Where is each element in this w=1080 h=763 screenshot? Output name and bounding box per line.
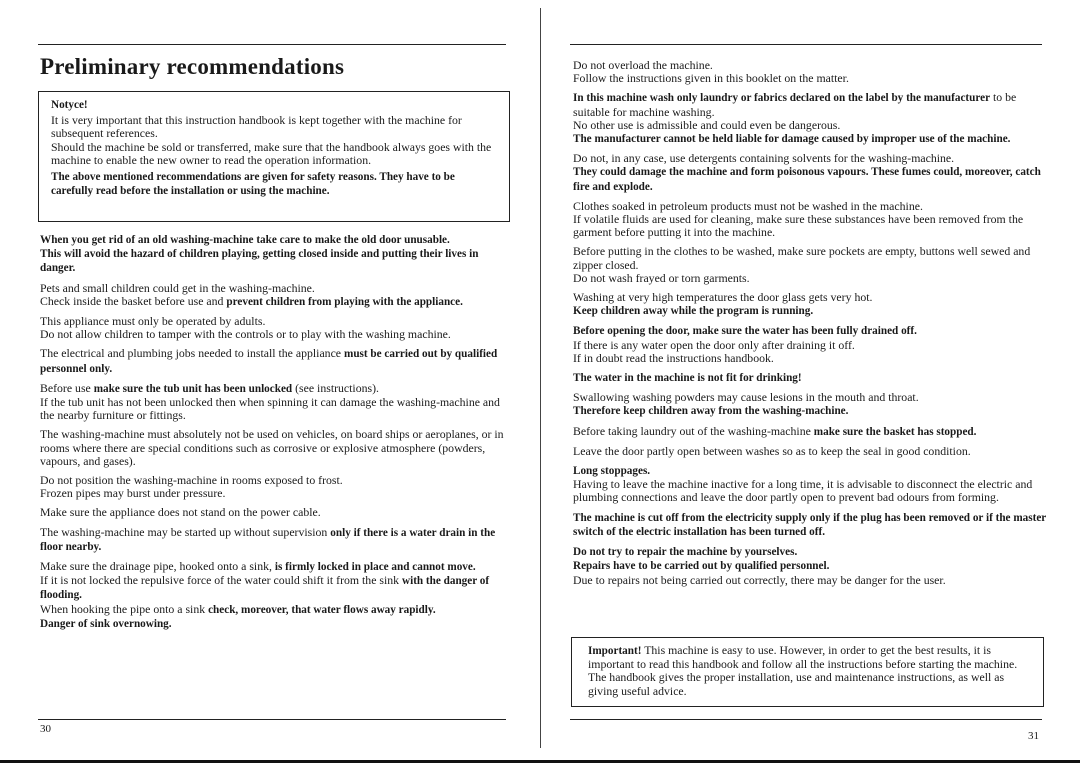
para-vehicles: The washing-machine must absolutely not be used on vehicles, on board ships or aeroplanes, or in rooms where there are special conditions such as corrosive or explosive atmosphere (powders, vapours, and gases). <box>40 427 504 468</box>
para-hot-glass: Washing at very high temperatures the door glass gets very hot. Keep children away while the program is running. <box>573 290 873 318</box>
para-adults: This appliance must only be operated by adults. Do not allow children to tamper with the controls or to play with the washing machine. <box>40 314 451 342</box>
para-water-drinking: The water in the machine is not fit for drinking! <box>573 372 802 385</box>
para-fabrics: In this machine wash only laundry or fabrics declared on the label by the manufacturer to be suitable for machine washing. No other use is admissible and could even be dangerous. The manufacturer cannot be held liable for damage caused by improper use of the machine. <box>573 90 1017 146</box>
para-door-seal: Leave the door partly open between washes so as to keep the seal in good condition. <box>573 443 971 458</box>
para-door-opening: Before opening the door, make sure the water has been fully drained off. If there is any water open the door only after draining it off. If in doubt read the instructions handbook. <box>573 325 917 365</box>
para-solvents: Do not, in any case, use detergents containing solvents for the washing-machine. They could damage the machine and form poisonous vapours. These fumes could, moreover, catch fire and explode. <box>573 151 1041 193</box>
footer-rule <box>38 719 506 720</box>
notice-heading: Notyce! <box>51 99 88 111</box>
para-disposal: When you get rid of an old washing-machine take care to make the old door unusable. This will avoid the hazard of children playing, getting closed inside and putting their lives in danger. <box>40 234 479 275</box>
notice-text-2: Should the machine be sold or transferred, make sure that the handbook always goes with the machine to enable the new owner to read the operation information. <box>51 139 492 167</box>
para-supervision: The washing-machine may be started up without supervision only if there is a water drain in the floor nearby. <box>40 524 496 553</box>
important-box <box>571 637 1044 707</box>
footer-rule <box>570 719 1042 720</box>
important-text: Important! This machine is easy to use. However, in order to get the best results, it is important to read this handbook and follow all the instructions before starting the machine. The handbook gives the proper installation, use and maintenance instructions, as well as giving useful advice. <box>588 643 1018 698</box>
page-title: Preliminary recommendations <box>40 54 345 79</box>
notice-text-3: The above mentioned recommendations are given for safety reasons. They have to be carefully read before the installation or using the machine. <box>51 171 455 198</box>
right-column <box>573 59 1047 593</box>
para-installation: The electrical and plumbing jobs needed to install the appliance must be carried out by qualified personnel only. <box>40 346 498 375</box>
para-tub-unlock: Before use make sure the tub unit has been unlocked (see instructions). If the tub unit has not been unlocked then when spinning it can damage the washing-machine and the nearby furniture or fittings. <box>40 380 500 423</box>
para-frost: Do not position the washing-machine in rooms exposed to frost. Frozen pipes may burst under pressure. <box>40 473 343 501</box>
notice-box <box>38 91 510 222</box>
para-basket: Before taking laundry out of the washing-machine make sure the basket has stopped. <box>573 423 977 438</box>
header-rule <box>38 44 506 45</box>
para-pockets: Before putting in the clothes to be washed, make sure pockets are empty, buttons well sewed and zipper closed. Do not wash frayed or torn garments. <box>573 244 1031 285</box>
notice-text-1: It is very important that this instruction handbook is kept together with the machine for subsequent references. <box>51 113 462 141</box>
para-pets: Pets and small children could get in the washing-machine. Check inside the basket before use and prevent children from playing with the appliance. <box>40 280 463 308</box>
para-drainage: Make sure the drainage pipe, hooked onto a sink, is firmly locked in place and cannot move. If it is not locked the repulsive force of the water could shift it from the sink with the danger of flooding. When hooking the pipe onto a sink check, moreover, that water flows away rapidly. Danger of sink overnowing. <box>40 559 490 630</box>
para-electricity: The machine is cut off from the electricity supply only if the plug has been removed or if the master switch of the electric installation has been turned off. <box>573 511 1047 538</box>
right-page <box>540 0 1080 763</box>
left-column <box>40 233 508 637</box>
para-long-stoppages: Long stoppages. Having to leave the machine inactive for a long time, it is advisable to disconnect the electric and plumbing connections and leave the door partly open to prevent bad odours from forming. <box>573 465 1033 505</box>
para-repairs: Do not try to repair the machine by yourselves. Repairs have to be carried out by qualified personnel. Due to repairs not being carried out correctly, there may be danger for the user. <box>573 546 946 587</box>
page-number: 31 <box>1028 730 1039 742</box>
header-rule <box>570 44 1042 45</box>
para-powders: Swallowing washing powders may cause lesions in the mouth and throat. Therefore keep children away from the washing-machine. <box>573 390 919 418</box>
para-petroleum: Clothes soaked in petroleum products must not be washed in the machine. If volatile fluids are used for cleaning, make sure these substances have been removed from the garment before putting it into the machine. <box>573 198 1024 240</box>
para-overload: Do not overload the machine. Follow the instructions given in this booklet on the matter. <box>573 58 849 86</box>
page-number: 30 <box>40 723 51 735</box>
para-power-cable: Make sure the appliance does not stand on the power cable. <box>40 505 321 520</box>
